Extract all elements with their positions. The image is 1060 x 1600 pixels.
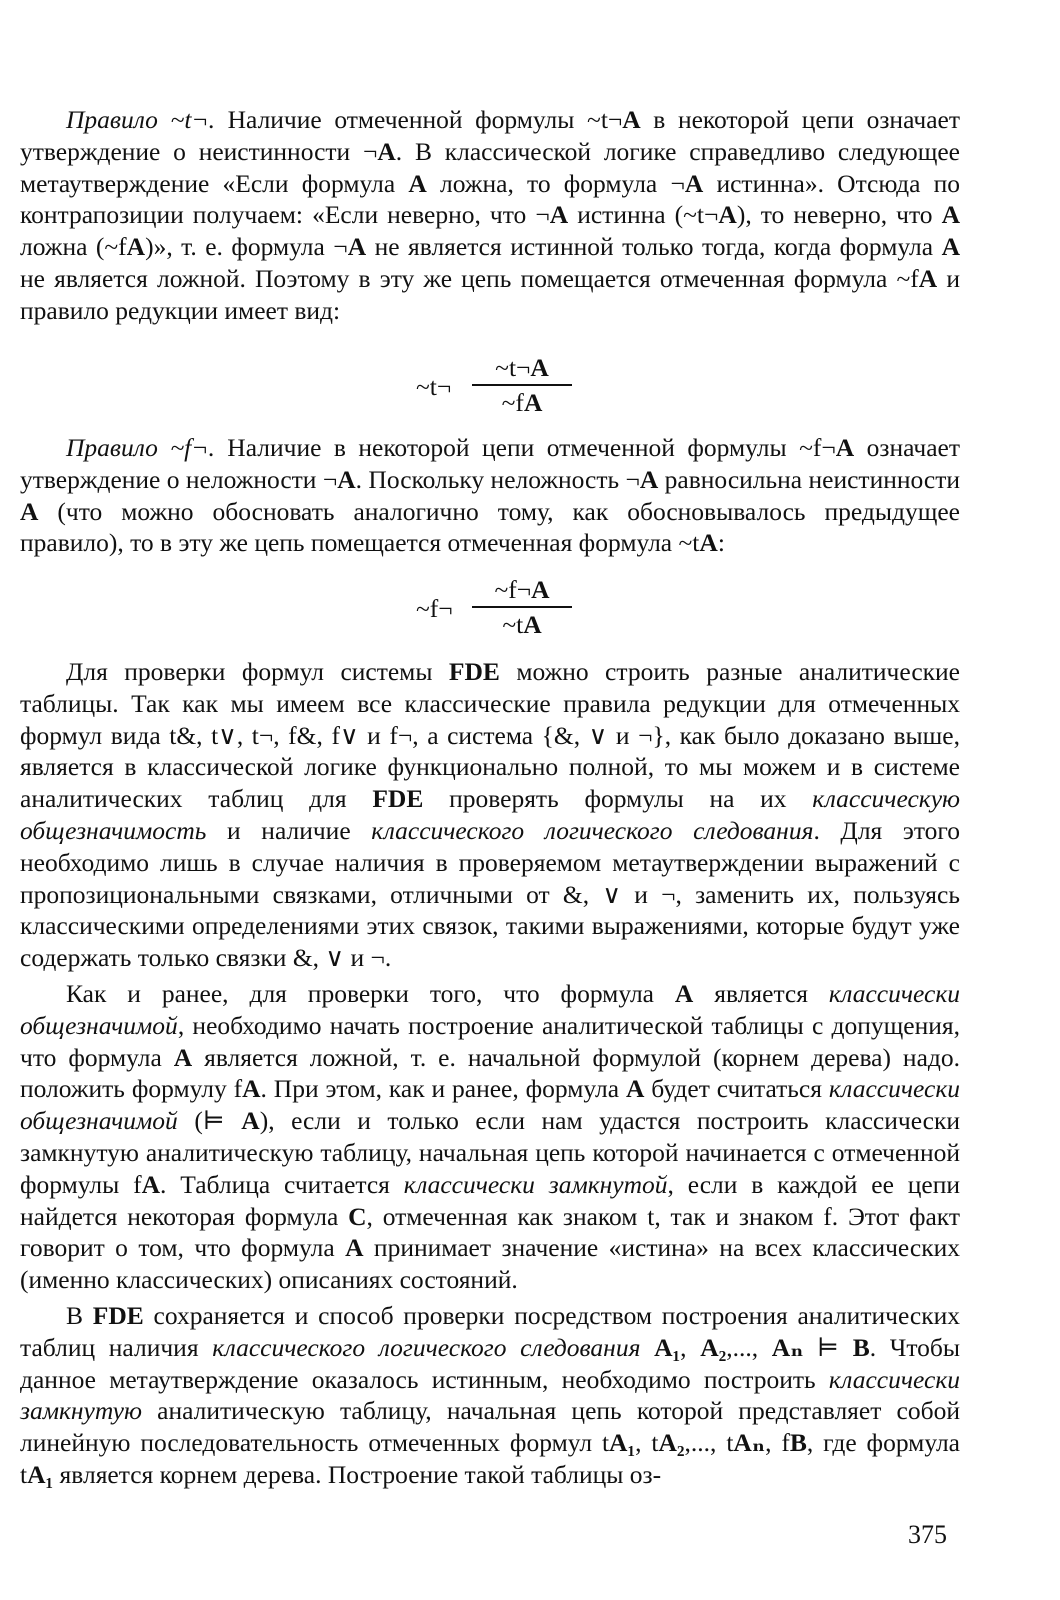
text-run: истинна». Отсюда по контрапозиции получаем: «Если неверно, что ¬ xyxy=(20,168,960,230)
text-run: . Чтобы данное метаутверждение оказалось истинным, необходимо построить xyxy=(20,1332,960,1394)
bold-term: A₁ xyxy=(654,1332,681,1362)
paragraph-text xyxy=(20,104,960,327)
numerator-formula: A xyxy=(530,353,549,382)
bold-term: A xyxy=(337,464,356,494)
bold-term: Aₙ xyxy=(771,1332,804,1362)
bold-term: A xyxy=(242,1074,261,1104)
bold-term: A xyxy=(625,1074,645,1104)
italic-term: классически замкнутую xyxy=(20,1364,960,1426)
italic-term: классического логического следования xyxy=(212,1332,641,1362)
text-run: : xyxy=(717,528,725,558)
fraction xyxy=(472,576,572,639)
bold-term: A xyxy=(126,232,146,262)
text-run: , отмеченная как знаком t, так и знаком f. Этот факт говорит о том, что формула xyxy=(20,1201,960,1263)
bold-term: FDE xyxy=(372,784,424,814)
text-run: не является ложной. Поэтому в эту же цепь помещается отмеченная формула ~f xyxy=(20,263,919,293)
bold-term: FDE xyxy=(448,657,500,686)
text-run: . Для этого необходимо лишь в случае наличия в проверяемом метаутверждении выражений с пропозициональными связками, отличными от &, ∨ и ¬, заменить их, пользуясь классическими определениями этих связок, такими выражениями, которые будут уже содержать только связки &, ∨ и ¬. xyxy=(20,815,960,973)
numerator-sign: ~t¬ xyxy=(495,353,531,382)
denominator xyxy=(472,389,572,417)
text-run: Как и ранее, для проверки того, что формула xyxy=(66,978,675,1008)
denominator-sign: ~t xyxy=(502,609,524,639)
italic-term: классически замкнутой xyxy=(403,1169,668,1199)
bold-term: C xyxy=(348,1201,367,1231)
bold-term: A xyxy=(622,105,641,134)
text-run: (что можно обосновать аналогично тому, как обосновывалось предыдущее правило), то в эту же цепь помещается отмеченная формула ~t xyxy=(20,496,960,558)
fraction-bar xyxy=(472,384,572,386)
text-run: будет считаться xyxy=(644,1074,829,1104)
bold-term: FDE xyxy=(92,1300,144,1330)
text-run: , необходимо начать построение аналитической таблицы с допущения, что формула xyxy=(20,1010,960,1072)
text-run: . В классической логике справедливо следующее метаутверждение «Если формула xyxy=(20,136,960,198)
rule-label: ~f¬ xyxy=(416,594,453,623)
italic-term: классического логического следования xyxy=(371,815,814,845)
bold-term: B xyxy=(852,1332,870,1362)
bold-term: A xyxy=(173,1042,193,1072)
bold-term: A xyxy=(549,200,569,230)
text-run: в некоторой цепи означает утверждение о неистинности ¬ xyxy=(20,105,960,166)
rule-title: Правило ~f¬. xyxy=(66,433,215,462)
text-run: проверять формулы на их xyxy=(423,784,813,814)
rich-text xyxy=(20,105,960,325)
text-run: Для проверки формул системы xyxy=(66,657,449,686)
text-run: Наличие в некоторой цепи отмеченной формулы ~f¬ xyxy=(214,433,836,462)
numerator xyxy=(472,576,572,604)
bold-term: A xyxy=(20,496,39,526)
bold-term: A xyxy=(918,263,938,293)
text-run: ), то неверно, что xyxy=(736,200,942,230)
text-run: Наличие отмеченной формулы ~t¬ xyxy=(215,105,623,134)
bold-term: A₁ xyxy=(609,1428,636,1458)
text-run: ⊨ xyxy=(803,1332,853,1362)
paragraph-text xyxy=(20,432,960,559)
italic-term: классическую общезначимость xyxy=(20,784,960,845)
text-run: (⊨ xyxy=(177,1106,242,1136)
rule-title: Правило ~t¬. xyxy=(66,105,215,134)
rich-text xyxy=(20,657,960,972)
text-run: , если в каждой ее цепи найдется некоторая формула xyxy=(20,1169,961,1231)
bold-term: A₁ xyxy=(27,1459,54,1489)
text-run: можно строить разные аналитические таблицы. Так как мы имеем все классические правила редукции для отмеченных формул вида t&, t∨, t¬, f&, f∨ и f¬, а система {&, ∨ и ¬}, как было доказано выше, является в классической логике функционально полной, то мы можем и в системе аналитических таблиц для xyxy=(20,657,960,814)
paragraph-text xyxy=(20,656,960,974)
bold-term: A xyxy=(408,168,427,198)
numerator-sign: ~f¬ xyxy=(494,575,532,604)
page-number: 375 xyxy=(908,1520,947,1549)
rule-label: ~t¬ xyxy=(416,372,452,401)
paragraph-rule-t-neg xyxy=(20,104,960,327)
bold-term: A xyxy=(941,232,960,262)
bold-term: A xyxy=(639,464,659,494)
reduction-rule-f-neg xyxy=(0,576,1060,646)
bold-term: A₂ xyxy=(700,1332,727,1362)
bold-term: A xyxy=(699,528,718,558)
text-run: , t xyxy=(635,1428,659,1458)
numerator xyxy=(472,354,572,382)
fraction-bar xyxy=(472,606,572,608)
text-run: означает утверждение о неложности ¬ xyxy=(20,433,960,494)
bold-term: Aₙ xyxy=(733,1428,766,1458)
text-run: является корнем дерева. Построение такой таблицы оз- xyxy=(53,1459,662,1489)
italic-term: классически общезначимой xyxy=(20,978,961,1040)
text-run: аналитическую таблицу, начальная цепь которой представляет собой линейную последовательность отмеченных формул t xyxy=(20,1396,960,1458)
text-run: , где формула t xyxy=(20,1428,960,1489)
bold-term: A xyxy=(718,200,737,230)
paragraph-text xyxy=(20,978,960,1296)
bold-term: A xyxy=(941,200,960,230)
bold-term: A xyxy=(684,168,704,198)
text-run: . Таблица считается xyxy=(160,1169,404,1199)
paragraph-text xyxy=(20,1300,960,1491)
denominator-formula: A xyxy=(523,609,542,639)
bold-term: A xyxy=(835,433,855,462)
text-run: и правило редукции имеет вид: xyxy=(20,263,960,325)
denominator xyxy=(472,611,572,639)
text-run: )», т. е. формула ¬ xyxy=(145,232,348,262)
text-run xyxy=(640,1333,654,1362)
paragraph-fde-tables xyxy=(20,656,960,1491)
paragraph-rule-f-neg xyxy=(20,432,960,559)
rich-text xyxy=(20,1301,960,1489)
bold-term: A xyxy=(674,978,694,1008)
text-run: В xyxy=(66,1300,93,1330)
text-run: . Поскольку неложность ¬ xyxy=(355,464,640,494)
denominator-formula: A xyxy=(523,387,543,417)
bold-term: A₂ xyxy=(658,1428,685,1458)
text-run: принимает значение «истина» на всех классических (именно классических) описаниях состояний. xyxy=(20,1233,960,1295)
text-run: ,..., t xyxy=(684,1428,734,1458)
bold-term: A xyxy=(345,1233,364,1263)
fraction xyxy=(472,354,572,417)
text-run: , f xyxy=(765,1428,790,1458)
bold-term: A xyxy=(241,1106,260,1136)
bold-term: A xyxy=(347,232,367,262)
text-run: ложна, то формула ¬ xyxy=(426,168,685,198)
numerator-formula: A xyxy=(531,575,550,604)
text-run: истинна (~t¬ xyxy=(568,200,719,230)
text-run: не является истинной только тогда, когда формула xyxy=(366,232,942,262)
text-run: , xyxy=(680,1332,701,1362)
italic-term: классически общезначимой xyxy=(20,1074,961,1136)
text-run: ), если и только если нам удастся построить классически замкнутую аналитическую таблицу, начальная цепь которой начинается с отмеченной формулы f xyxy=(20,1106,961,1199)
bold-term: B xyxy=(789,1428,807,1458)
text-run: равносильна неистинности xyxy=(658,464,960,494)
rich-text xyxy=(20,979,960,1294)
bold-term: A xyxy=(377,136,396,166)
text-run: является ложной, т. е. начальной формулой (корнем дерева) надо. положить формулу f xyxy=(20,1042,960,1104)
reduction-rule-t-neg xyxy=(0,354,1060,424)
text-run: и наличие xyxy=(206,815,372,845)
text-run: сохраняется и способ проверки посредством построения аналитических таблиц наличия xyxy=(20,1300,961,1362)
text-run: ,..., xyxy=(726,1332,772,1362)
text-run: ложна (~f xyxy=(20,232,127,262)
denominator-sign: ~f xyxy=(501,387,524,417)
text-run: является xyxy=(693,978,829,1008)
bold-term: A xyxy=(141,1169,161,1199)
text-run: . При этом, как и ранее, формула xyxy=(260,1074,626,1104)
